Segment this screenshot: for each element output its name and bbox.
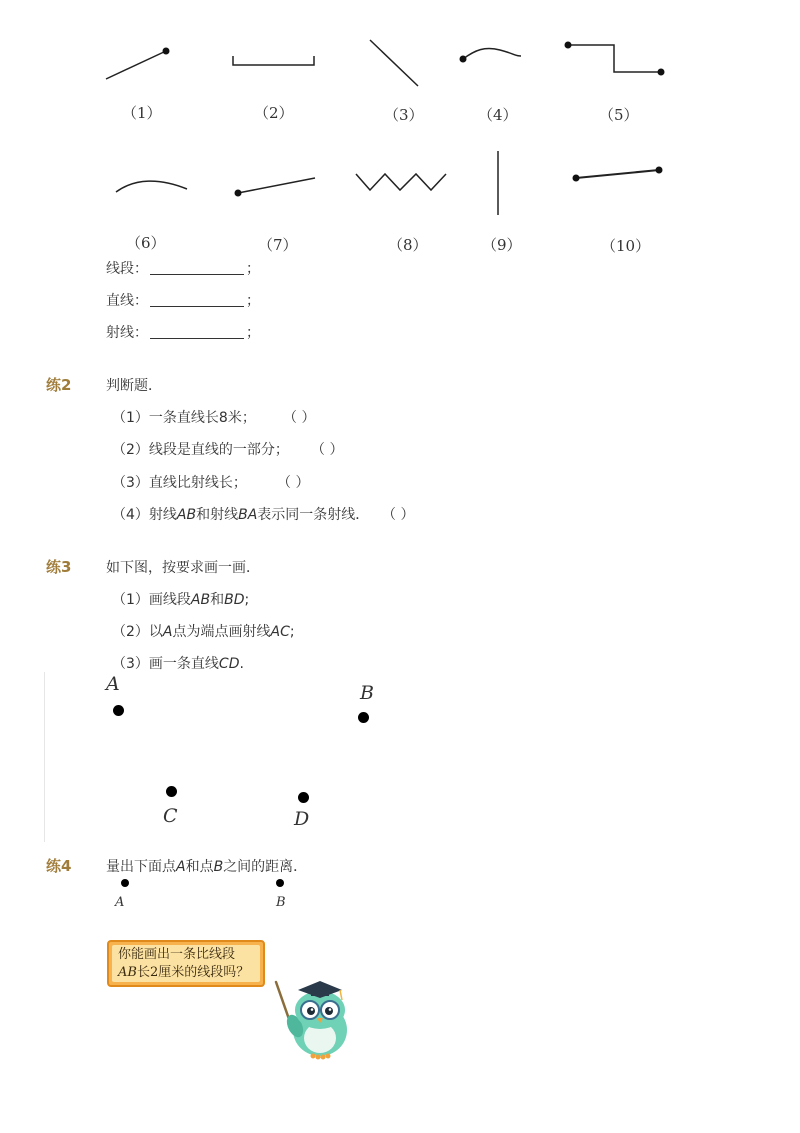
point-c-dot[interactable] <box>166 786 177 797</box>
ex4-text-e: 之间的距离． <box>223 859 308 875</box>
ex2-item-3-text: 直线比射线长； <box>148 475 247 491</box>
figure-8 <box>356 174 446 190</box>
ex3-title: 如下图，按要求画一画． <box>106 560 260 576</box>
figure-7 <box>235 178 316 197</box>
point-a-dot[interactable] <box>113 705 124 716</box>
hint-line-2-rest: 长2厘米的线段吗？ <box>136 965 250 980</box>
ex3-item-1-end: ; <box>244 592 250 608</box>
ex2-item-2-paren[interactable]: （ ） <box>311 442 344 458</box>
point-a-label: A <box>106 673 120 695</box>
ex3-item-2-a: A <box>162 624 173 640</box>
ex3-item-3-num: （3） <box>112 656 149 672</box>
fill-segment-row <box>106 258 260 278</box>
fill-ray-blank[interactable] <box>150 324 244 339</box>
ex3-item-1-text-a: 画线段 <box>148 592 191 608</box>
ex2-item-4-text-e: 表示同一条射线． <box>257 507 370 523</box>
point-c-label: C <box>163 805 178 827</box>
figure-1 <box>106 48 170 80</box>
ex2-item-4-text-c: 和射线 <box>196 507 239 523</box>
fill-segment-end: ； <box>246 261 260 277</box>
ex4-text-a: 量出下面点 <box>106 859 176 875</box>
ex3-item-3 <box>112 653 244 673</box>
ex2-item-1 <box>112 407 256 427</box>
figure-6 <box>116 181 187 192</box>
figure-label-3: （3） <box>384 106 424 124</box>
ex2-title: 判断题． <box>106 378 162 394</box>
point-b-dot[interactable] <box>358 712 369 723</box>
figure-label-5: （5） <box>599 106 639 124</box>
figure-label-2: （2） <box>254 104 294 122</box>
ex3-item-1-num: （1） <box>112 592 149 608</box>
figure-label-7: （7） <box>258 236 298 254</box>
ex3-item-3-end: . <box>239 656 244 672</box>
figure-5 <box>565 42 665 76</box>
owl-mascot-icon <box>268 976 358 1062</box>
point-b-label: B <box>360 682 374 704</box>
ex3-item-1-text-c: 和 <box>210 592 225 608</box>
ex3-item-2-end: ; <box>289 624 295 640</box>
figure-10 <box>573 167 663 182</box>
figure-2 <box>233 56 314 65</box>
figure-label-10: （10） <box>601 237 651 255</box>
point-d-label: D <box>294 808 310 830</box>
ex2-tag: 练2 <box>46 376 72 394</box>
ex3-item-1-bd: BD <box>224 592 245 608</box>
ex2-item-1-num: （1） <box>112 410 149 426</box>
ex4-point-a-label: A <box>115 895 125 910</box>
ex2-item-4-paren[interactable]: （ ） <box>382 507 415 523</box>
ex3-item-2-ac: AC <box>270 624 290 640</box>
point-d-dot[interactable] <box>298 792 309 803</box>
ex3-item-2 <box>112 621 295 641</box>
fill-ray-label: 射线： <box>106 325 148 341</box>
fill-segment-blank[interactable] <box>150 260 244 275</box>
ex3-item-2-text-a: 以 <box>148 624 163 640</box>
ex2-item-3-num: （3） <box>112 475 149 491</box>
ex3-item-3-text-a: 画一条直线 <box>148 656 219 672</box>
ex2-item-2-num: （2） <box>112 442 149 458</box>
fill-segment-label: 线段： <box>106 261 148 277</box>
ex2-item-4-ab: AB <box>176 507 197 523</box>
fill-ray-end: ； <box>246 325 260 341</box>
ex2-item-1-paren[interactable]: （ ） <box>283 410 316 426</box>
ex2-item-2 <box>112 439 289 459</box>
figure-label-4: （4） <box>478 106 518 124</box>
ex4-point-a-dot[interactable] <box>121 879 129 887</box>
figure-label-6: （6） <box>126 234 166 252</box>
ex2-item-2-text: 线段是直线的一部分； <box>148 442 289 458</box>
ex2-item-3 <box>112 472 247 492</box>
ex2-item-4-ba: BA <box>238 507 258 523</box>
ex3-item-1 <box>112 589 249 609</box>
figure-4 <box>460 48 522 62</box>
figure-label-1: （1） <box>122 104 162 122</box>
ex4-point-a: A <box>176 859 186 875</box>
ex2-item-1-text: 一条直线长8米； <box>148 410 256 426</box>
ex4-point-b-dot[interactable] <box>276 879 284 887</box>
ex4-title <box>106 856 307 876</box>
hint-ab: AB <box>118 965 137 980</box>
hint-line-1: 你能画出一条比线段 <box>118 947 236 962</box>
ex4-tag: 练4 <box>46 857 72 875</box>
figure-3 <box>370 40 418 86</box>
ex2-item-3-paren[interactable]: （ ） <box>277 475 310 491</box>
margin-line <box>44 672 45 842</box>
ex3-item-2-text-c: 点为端点画射线 <box>172 624 271 640</box>
hint-line-2 <box>118 964 254 982</box>
figure-label-8: （8） <box>388 236 428 254</box>
figure-label-9: （9） <box>482 236 522 254</box>
fill-line-end: ； <box>246 293 260 309</box>
fill-ray-row <box>106 322 260 342</box>
ex4-point-b: B <box>213 859 224 875</box>
ex3-item-1-ab: AB <box>190 592 211 608</box>
hint-callout <box>107 940 265 987</box>
ex3-item-2-num: （2） <box>112 624 149 640</box>
fill-line-label: 直线： <box>106 293 148 309</box>
ex2-item-4-text-a: 射线 <box>148 507 177 523</box>
ex2-item-4 <box>112 504 369 524</box>
ex4-point-b-label: B <box>276 895 286 910</box>
ex3-item-3-cd: CD <box>218 656 240 672</box>
fill-line-row <box>106 290 260 310</box>
ex4-text-c: 和点 <box>185 859 214 875</box>
ex3-tag: 练3 <box>46 558 72 576</box>
hint-callout-inner <box>112 945 260 982</box>
fill-line-blank[interactable] <box>150 292 244 307</box>
ex2-item-4-num: （4） <box>112 507 149 523</box>
